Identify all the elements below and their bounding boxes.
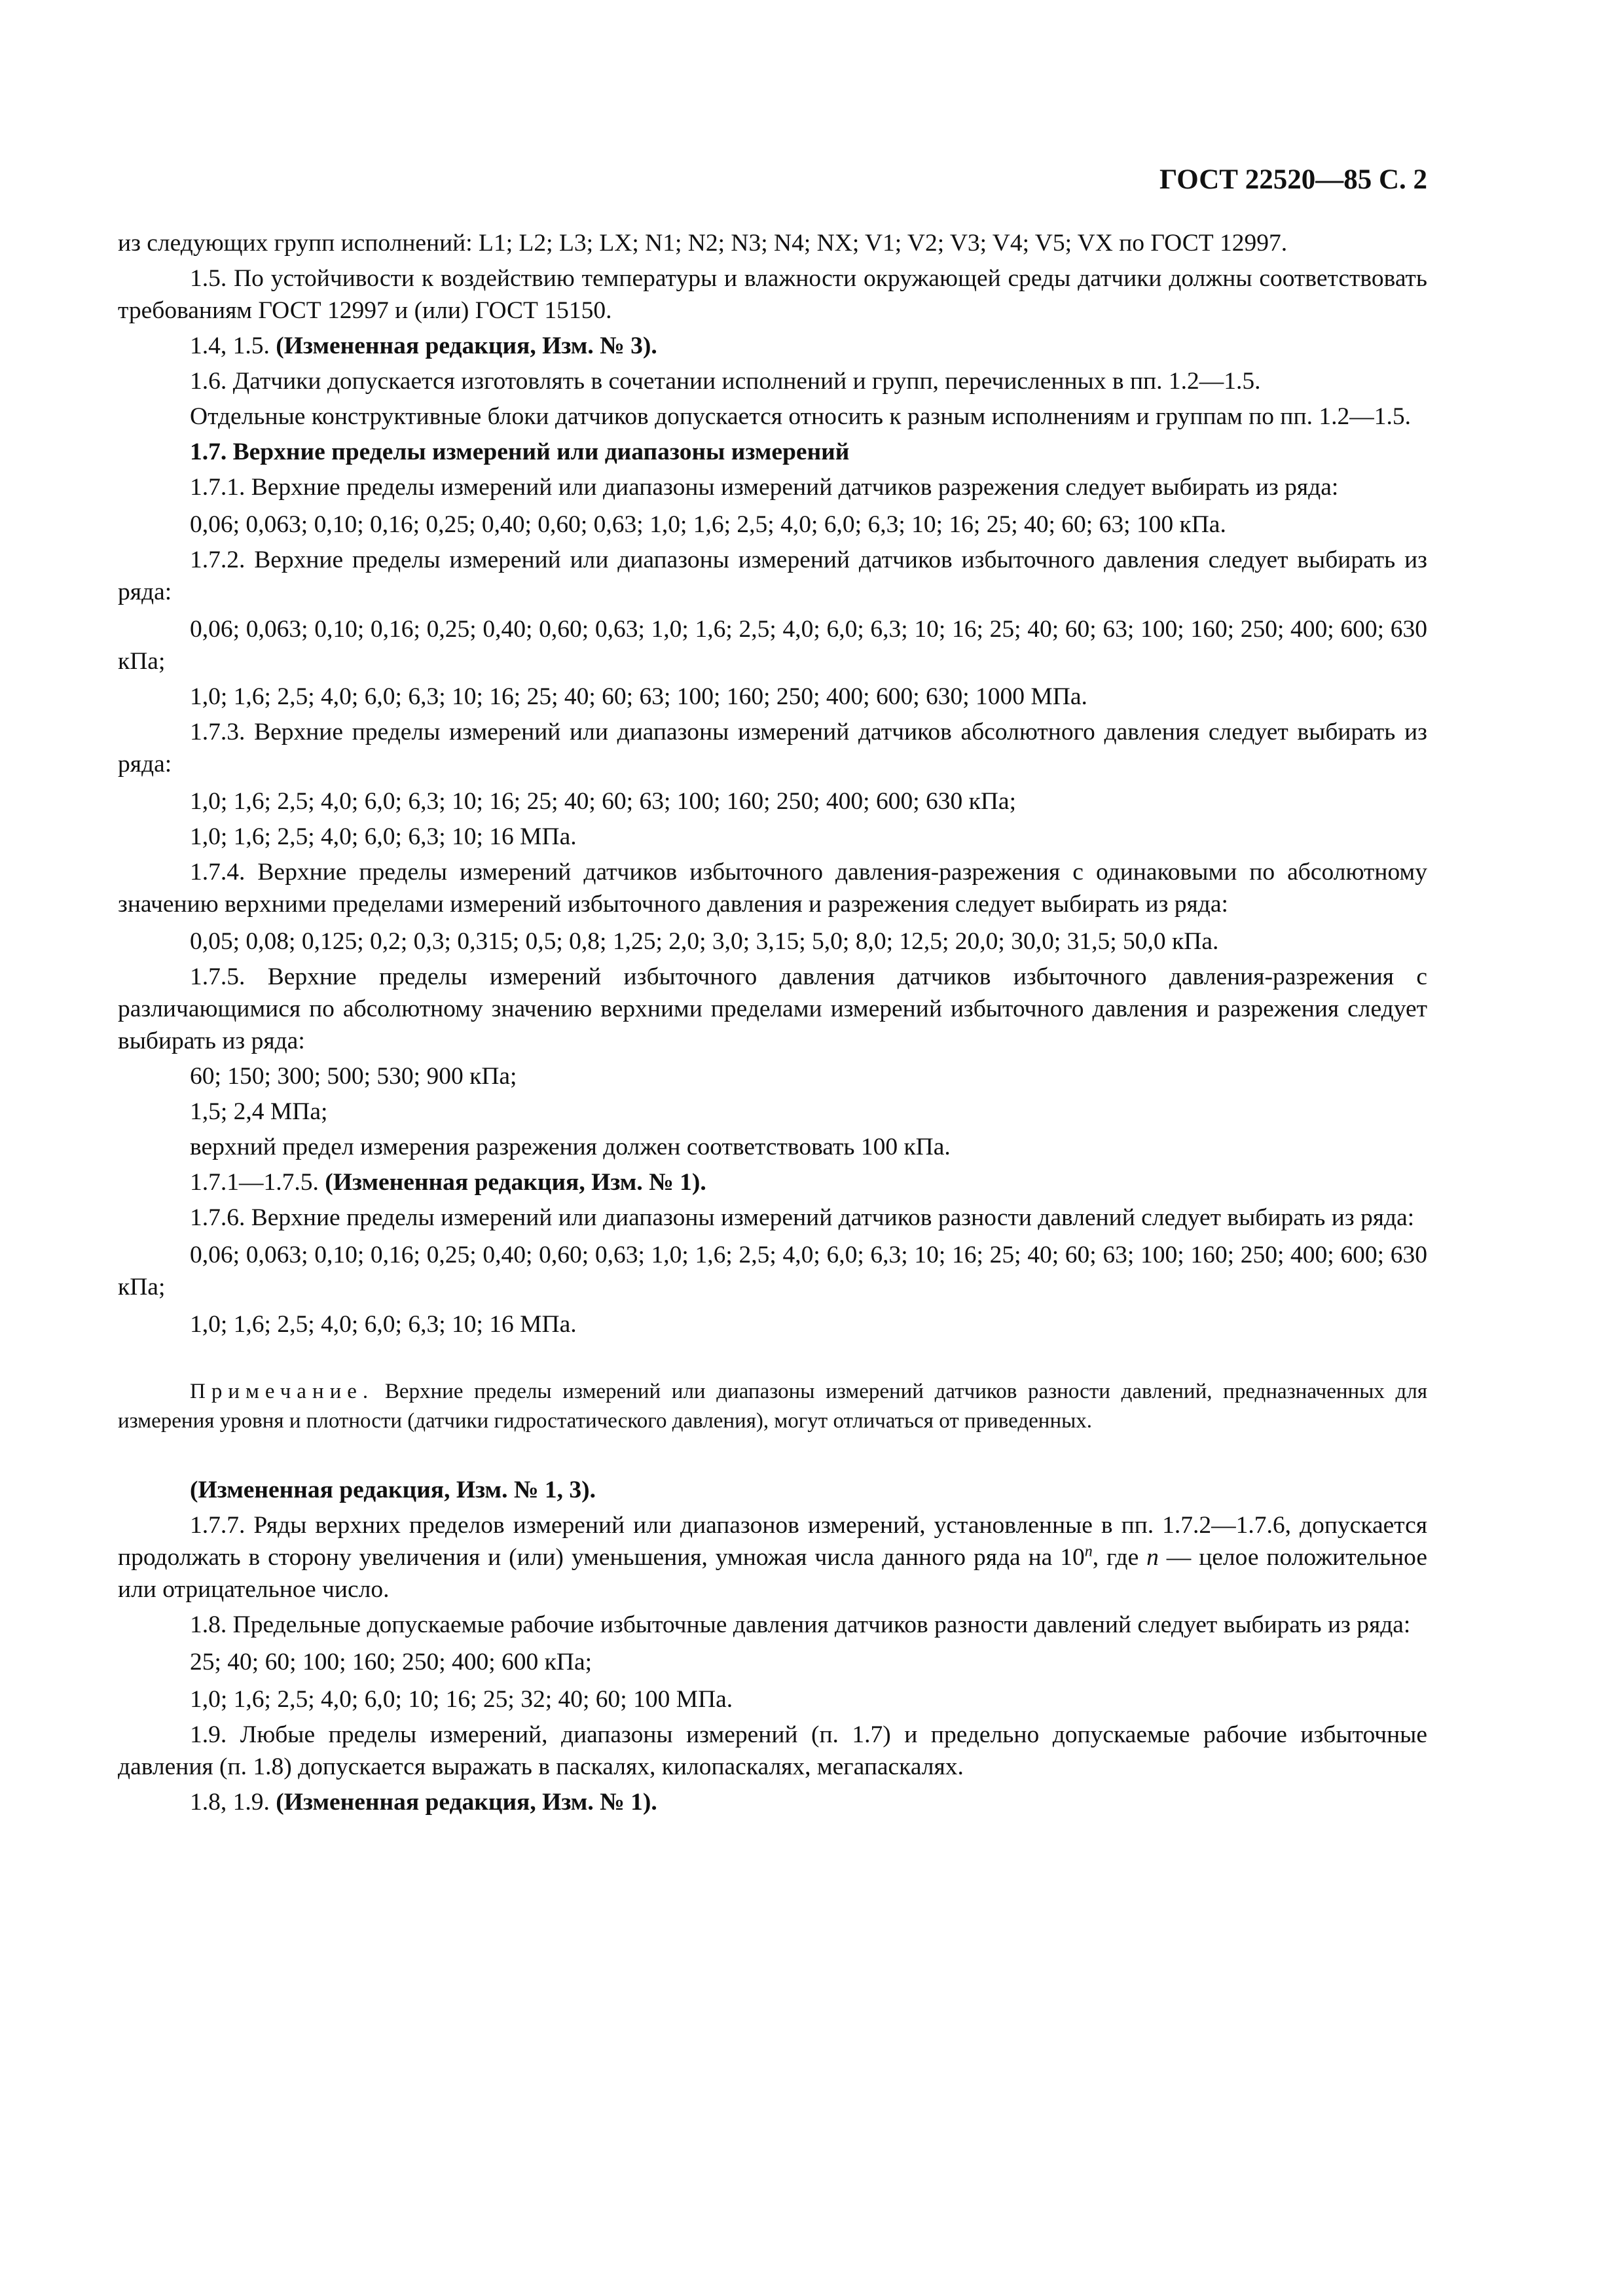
note-title: Примечание. bbox=[190, 1380, 374, 1403]
amendment-1-8-1-9 bbox=[118, 1786, 1427, 1818]
paragraph-1-7-7-end: — целое положительное или отрицательное число. bbox=[118, 1544, 1427, 1603]
paragraph-1-7-7-where: , где bbox=[1092, 1544, 1147, 1571]
series-1-8-kpa: 25; 40; 60; 100; 160; 250; 400; 600 кПа; bbox=[190, 1649, 593, 1676]
variable-n: n bbox=[1146, 1544, 1159, 1571]
amendment-ref: 1.7.1—1.7.5. bbox=[190, 1169, 319, 1196]
page-header: ГОСТ 22520—85 С. 2 bbox=[1159, 164, 1427, 195]
paragraph-1-7-5: 1.7.5. Верхние пределы измерений избыточного давления датчиков избыточного давления-разрежения с различающимися по абсолютному значению верхними пределами измерений избыточного давления и разрежения следует выбирать из ряда: bbox=[118, 963, 1427, 1054]
series-1-8-mpa: 1,0; 1,6; 2,5; 4,0; 6,0; 10; 16; 25; 32; 40; 60; 100 МПа. bbox=[190, 1686, 733, 1713]
amendment-note: (Измененная редакция, Изм. № 3). bbox=[276, 332, 657, 359]
paragraph-1-5: 1.5. По устойчивости к воздействию температуры и влажности окружающей среды датчики должны соответствовать требованиям ГОСТ 12997 и (или) ГОСТ 15150. bbox=[118, 265, 1427, 324]
amendment-note: (Измененная редакция, Изм. № 1). bbox=[325, 1169, 706, 1196]
paragraph-1-8: 1.8. Предельные допускаемые рабочие избыточные давления датчиков разности давлений следует выбирать из ряда: bbox=[190, 1611, 1411, 1638]
series-1-7-1: 0,06; 0,063; 0,10; 0,16; 0,25; 0,40; 0,60; 0,63; 1,0; 1,6; 2,5; 4,0; 6,0; 6,3; 10; 16; 25; 40; 60; 63; 100 кПа. bbox=[190, 511, 1226, 538]
note-text: Верхние пределы измерений или диапазоны измерений датчиков разности давлений, предназначенных для измерения уровня и плотности (датчики гидростатического давления), могут отличаться от приведенных. bbox=[118, 1380, 1427, 1433]
amendment-note: (Измененная редакция, Изм. № 1). bbox=[276, 1789, 657, 1816]
paragraph-1-9: 1.9. Любые пределы измерений, диапазоны измерений (п. 1.7) и предельно допускаемые рабочие избыточные давления (п. 1.8) допускается выражать в паскалях, килопаскалях, мегапаскалях. bbox=[118, 1721, 1427, 1780]
series-1-7-4: 0,05; 0,08; 0,125; 0,2; 0,3; 0,315; 0,5; 0,8; 1,25; 2,0; 3,0; 3,15; 5,0; 8,0; 12,5; 20,0; 30,0; 31,5; 50,0 кПа. bbox=[190, 928, 1219, 955]
amendment-1-4-1-5 bbox=[118, 330, 1427, 362]
paragraph-blocks: Отдельные конструктивные блоки датчиков допускается относить к разным исполнениям и группам по пп. 1.2—1.5. bbox=[190, 403, 1411, 430]
series-1-7-3-mpa: 1,0; 1,6; 2,5; 4,0; 6,0; 6,3; 10; 16 МПа. bbox=[190, 823, 577, 850]
amendment-ref: 1.8, 1.9. bbox=[190, 1789, 270, 1816]
amendment-ref: 1.4, 1.5. bbox=[190, 332, 270, 359]
paragraph-1-7-4: 1.7.4. Верхние пределы измерений датчиков избыточного давления-разрежения с одинаковыми по абсолютному значению верхними пределами измерений избыточного давления и разрежения следует выбирать из ряда: bbox=[118, 859, 1427, 918]
paragraph-1-7-1: 1.7.1. Верхние пределы измерений или диапазоны измерений датчиков разрежения следует выбирать из ряда: bbox=[190, 474, 1339, 501]
amendment-1-7-1-1-7-5 bbox=[118, 1166, 1427, 1198]
paragraph-1-7-2: 1.7.2. Верхние пределы измерений или диапазоны измерений датчиков избыточного давления следует выбирать из ряда: bbox=[118, 547, 1427, 605]
exponent: n bbox=[1084, 1543, 1093, 1560]
amendment-note-1-3: (Измененная редакция, Изм. № 1, 3). bbox=[190, 1477, 596, 1503]
paragraph-1-7-7-text: 1.7.7. Ряды верхних пределов измерений или диапазонов измерений, установленные в пп. 1.7.2—1.7.6, допускается продолжать в сторону увеличения и (или) уменьшения, умножая числа данного ряда на 10 bbox=[118, 1512, 1427, 1571]
document-page bbox=[118, 164, 1427, 1821]
series-1-7-2-mpa: 1,0; 1,6; 2,5; 4,0; 6,0; 6,3; 10; 16; 25; 40; 60; 63; 100; 160; 250; 400; 600; 630; 1000 МПа. bbox=[190, 683, 1087, 710]
series-1-7-3-kpa: 1,0; 1,6; 2,5; 4,0; 6,0; 6,3; 10; 16; 25; 40; 60; 63; 100; 160; 250; 400; 600; 630 кПа; bbox=[190, 788, 1016, 815]
series-1-7-2-kpa: 0,06; 0,063; 0,10; 0,16; 0,25; 0,40; 0,60; 0,63; 1,0; 1,6; 2,5; 4,0; 6,0; 6,3; 10; 16; 25; 40; 60; 63; 100; 160; 250; 400; 600; 630 кПа; bbox=[118, 616, 1427, 675]
series-1-7-6-kpa: 0,06; 0,063; 0,10; 0,16; 0,25; 0,40; 0,60; 0,63; 1,0; 1,6; 2,5; 4,0; 6,0; 6,3; 10; 16; 25; 40; 60; 63; 100; 160; 250; 400; 600; 630 кПа; bbox=[118, 1242, 1427, 1300]
series-1-7-5-mpa: 1,5; 2,4 МПа; bbox=[190, 1098, 328, 1125]
paragraph-1-7-7 bbox=[118, 1509, 1427, 1605]
paragraph-1-6: 1.6. Датчики допускается изготовлять в сочетании исполнений и групп, перечисленных в пп. 1.2—1.5. bbox=[190, 368, 1261, 395]
paragraph-groups: из следующих групп исполнений: L1; L2; L3; LX; N1; N2; N3; N4; NX; V1; V2; V3; V4; V5; VX по ГОСТ 12997. bbox=[118, 230, 1288, 257]
series-1-7-5-kpa: 60; 150; 300; 500; 530; 900 кПа; bbox=[190, 1063, 517, 1090]
note bbox=[118, 1377, 1427, 1436]
paragraph-1-7-3: 1.7.3. Верхние пределы измерений или диапазоны измерений датчиков абсолютного давления следует выбирать из ряда: bbox=[118, 719, 1427, 778]
section-heading-1-7: 1.7. Верхние пределы измерений или диапазоны измерений bbox=[190, 439, 850, 465]
vacuum-limit: верхний предел измерения разрежения должен соответствовать 100 кПа. bbox=[190, 1134, 951, 1160]
paragraph-1-7-6: 1.7.6. Верхние пределы измерений или диапазоны измерений датчиков разности давлений следует выбирать из ряда: bbox=[190, 1204, 1415, 1231]
series-1-7-6-mpa: 1,0; 1,6; 2,5; 4,0; 6,0; 6,3; 10; 16 МПа. bbox=[190, 1311, 577, 1338]
